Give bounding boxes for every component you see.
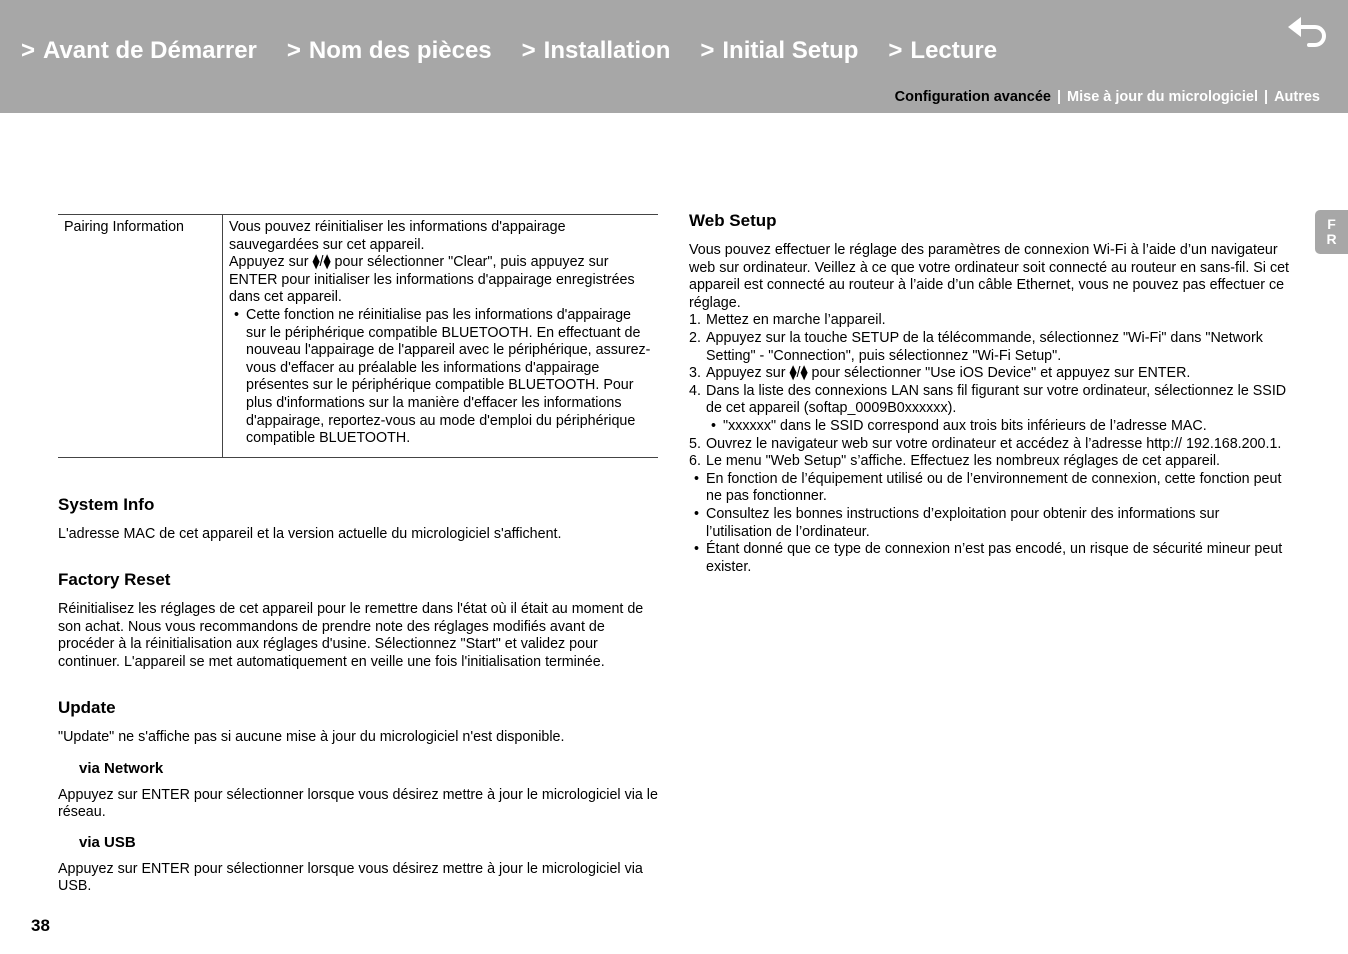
nav-initial-setup[interactable] bbox=[700, 37, 858, 65]
nav-label: Initial Setup bbox=[722, 37, 859, 64]
update-text: "Update" ne s'affiche pas si aucune mise à jour du micrologiciel n'est disponible. bbox=[58, 729, 565, 745]
web-setup-steps bbox=[689, 312, 1289, 470]
subnav-configuration-avancee[interactable]: Configuration avancée bbox=[894, 89, 1051, 105]
nav-avant-de-demarrer[interactable] bbox=[21, 37, 257, 65]
step-text: Ouvrez le navigateur web sur votre ordinateur et accédez à l’adresse http:// 192.168.200.1. bbox=[706, 435, 1282, 452]
nav-prefix: > bbox=[521, 37, 536, 64]
pairing-text-1: Vous pouvez réinitialiser les informations d'appairage sauvegardées sur cet appareil. bbox=[229, 219, 566, 253]
step-number: 4. bbox=[689, 382, 701, 399]
list-item: • Cette fonction ne réinitialise pas les informations d'appairage sur le périphérique compatible BLUETOOTH. En effectuant de nouveau l'appairage de l'appareil avec le périphérique, assurez-vous d'effacer au préalable les informations d'appairage présentes sur le périphérique compatible BLUETOOTH. Pour plus d'informations sur la manière d'effacer les informations d'appairage, reportez-vous au mode d'emploi du périphérique compatible BLUETOOTH. bbox=[229, 307, 652, 448]
subnav-mise-a-jour[interactable]: Mise à jour du micrologiciel bbox=[1067, 89, 1258, 105]
update-section bbox=[58, 698, 658, 896]
left-column bbox=[58, 214, 658, 458]
page-number: 38 bbox=[31, 916, 50, 935]
sub-nav bbox=[895, 89, 1320, 105]
nav-prefix: > bbox=[286, 37, 301, 64]
via-network-title: via Network bbox=[79, 759, 164, 777]
step-number: 3. bbox=[689, 365, 701, 382]
list-item: • En fonction de l’équipement utilisé ou de l’environnement de connexion, cette fonction peut ne pas fonctionner. bbox=[689, 471, 1289, 506]
factory-reset-text: Réinitialisez les réglages de cet appareil pour le remettre dans l'état où il était au moment de son achat. Nous vous recommandons de prendre note des réglages modifiés avant de procéder à la réinitialisation aux réglages d'usine. Sélectionnez "Start" et validez pour continuer. L'appareil se met automatiquement en veille une fois l'initialisation terminée. bbox=[58, 601, 644, 670]
step-number: 6. bbox=[689, 453, 701, 470]
language-letter: R bbox=[1326, 231, 1337, 247]
step-number: 5. bbox=[689, 435, 701, 452]
list-item: • Étant donné que ce type de connexion n’est pas encodé, un risque de sécurité mineur peut exister. bbox=[689, 541, 1289, 576]
list-item bbox=[689, 365, 1289, 383]
pairing-table bbox=[58, 214, 658, 458]
nav-prefix: > bbox=[888, 37, 903, 64]
table-row bbox=[58, 215, 658, 458]
via-usb-title: via USB bbox=[79, 833, 136, 851]
factory-reset-title: Factory Reset bbox=[58, 570, 171, 589]
nav-installation[interactable] bbox=[522, 37, 671, 65]
nav-label: Avant de Démarrer bbox=[43, 37, 257, 64]
nav-label: Nom des pièces bbox=[308, 37, 492, 64]
via-network-text: Appuyez sur ENTER pour sélectionner lorsque vous désirez mettre à jour le micrologiciel via le réseau. bbox=[58, 786, 658, 821]
step-number: 2. bbox=[689, 329, 701, 346]
main-nav bbox=[21, 37, 1027, 65]
web-setup-title: Web Setup bbox=[689, 211, 777, 230]
header-bar bbox=[0, 0, 1348, 113]
pairing-label: Pairing Information bbox=[58, 215, 223, 458]
list-item bbox=[689, 453, 1289, 471]
web-setup-intro: Vous pouvez effectuer le réglage des paramètres de connexion Wi-Fi à l’aide d’un navigateur web sur ordinateur. Veillez à ce que votre ordinateur soit connecté au routeur en sans-fil. Si cet appareil est connecté au routeur à l’aide d’un câble Ethernet, vous ne pouvez pas effectuer ce réglage. bbox=[689, 242, 1290, 311]
nav-nom-des-pieces[interactable] bbox=[287, 37, 492, 65]
list-item: • "xxxxxx" dans le SSID correspond aux trois bits inférieurs de l’adresse MAC. bbox=[706, 418, 1289, 436]
nav-label: Lecture bbox=[910, 37, 998, 64]
step-text: Appuyez sur ⧫/⧫ pour sélectionner "Use iOS Device" et appuyez sur ENTER. bbox=[706, 365, 1191, 382]
nav-prefix: > bbox=[21, 37, 36, 64]
list-item bbox=[689, 330, 1289, 365]
via-usb-text: Appuyez sur ENTER pour sélectionner lorsque vous désirez mettre à jour le micrologiciel via USB. bbox=[58, 860, 643, 895]
pairing-text-2: Appuyez sur ⧫/⧫ pour sélectionner "Clear", puis appuyez sur ENTER pour initialiser les informations d'appairage enregistrées dans cet appareil. bbox=[229, 254, 635, 306]
system-info-section bbox=[58, 495, 658, 544]
update-title: Update bbox=[58, 698, 116, 717]
web-setup-section bbox=[689, 211, 1289, 576]
list-item bbox=[689, 383, 1289, 436]
nav-label: Installation bbox=[543, 37, 671, 64]
return-arrow-icon[interactable] bbox=[1285, 13, 1331, 53]
step-text: Le menu "Web Setup" s’affiche. Effectuez les nombreux réglages de cet appareil. bbox=[706, 453, 1221, 470]
list-item bbox=[689, 436, 1289, 454]
nav-prefix: > bbox=[700, 37, 715, 64]
step-4-subnote bbox=[706, 418, 1289, 436]
step-text: Mettez en marche l’appareil. bbox=[706, 312, 886, 329]
subnav-separator: | bbox=[1056, 89, 1062, 105]
step-text: Appuyez sur la touche SETUP de la télécommande, sélectionnez "Wi-Fi" dans "Network Setting" - "Connection", puis sélectionnez "Wi-Fi Setup". bbox=[706, 329, 1263, 364]
nav-lecture[interactable] bbox=[888, 37, 997, 65]
web-setup-notes bbox=[689, 471, 1289, 577]
subnav-separator: | bbox=[1264, 89, 1269, 105]
subnav-autres[interactable]: Autres bbox=[1274, 89, 1320, 105]
list-item bbox=[689, 312, 1289, 330]
step-number: 1. bbox=[689, 312, 701, 329]
system-info-text: L'adresse MAC de cet appareil et la version actuelle du micrologiciel s'affichent. bbox=[58, 526, 562, 542]
pairing-note bbox=[229, 307, 652, 448]
factory-reset-section bbox=[58, 570, 658, 671]
pairing-description bbox=[223, 215, 659, 458]
step-text: Dans la liste des connexions LAN sans fil figurant sur votre ordinateur, sélectionnez le SSID de cet appareil (softap_0009B0xxxxxx). bbox=[706, 382, 1287, 417]
system-info-title: System Info bbox=[58, 495, 155, 514]
language-letter: F bbox=[1327, 216, 1336, 232]
list-item: • Consultez les bonnes instructions d’exploitation pour obtenir des informations sur l’utilisation de l’ordinateur. bbox=[689, 506, 1289, 541]
language-tab bbox=[1315, 210, 1348, 254]
